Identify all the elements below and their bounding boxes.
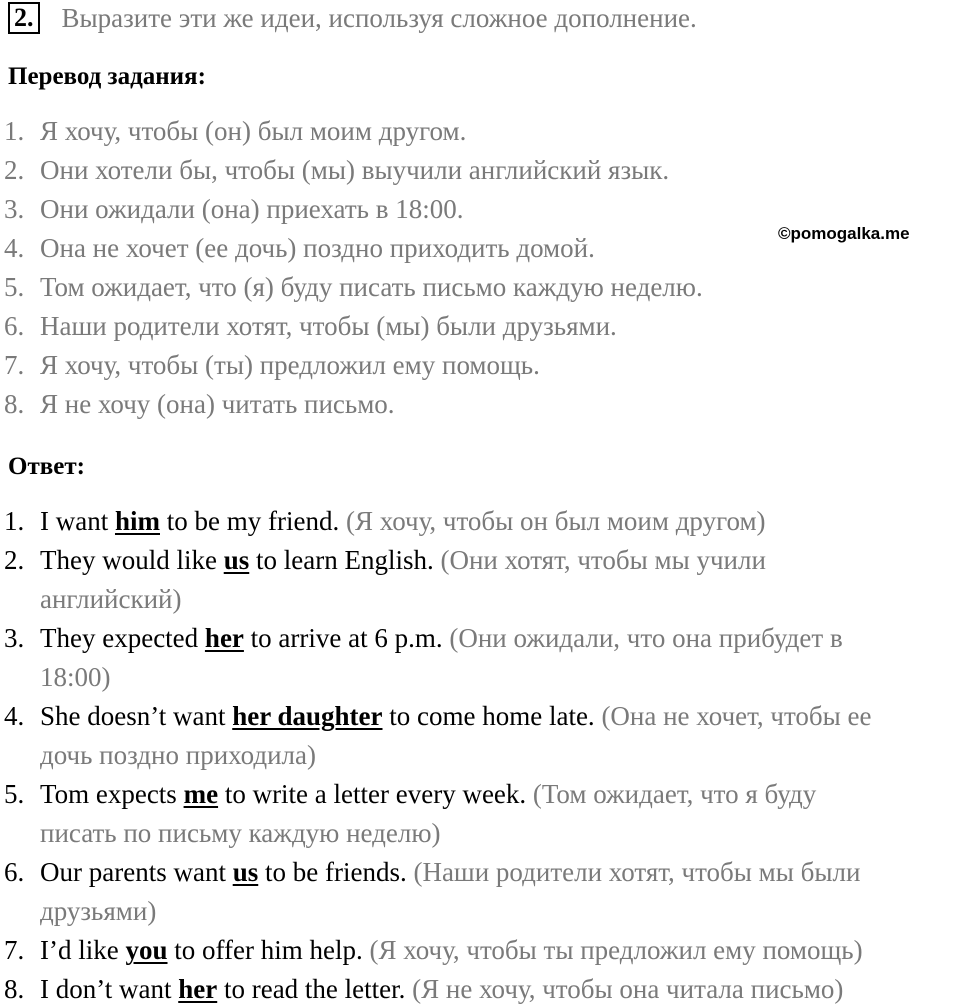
answer-highlight: us — [232, 857, 259, 887]
item-number: 3. — [4, 623, 25, 653]
item-text: Они хотели бы, чтобы (мы) выучили английский язык. — [40, 155, 670, 185]
answer-item — [4, 505, 766, 537]
answer-translation-cont: писать по письму каждую неделю) — [40, 818, 441, 848]
answer-translation: (Они хотят, чтобы мы учили — [433, 545, 766, 575]
answer-pre: I’d like — [40, 935, 126, 965]
answer-heading: Ответ: — [8, 453, 85, 480]
answer-highlight: her daughter — [232, 701, 383, 731]
answer-post: to be friends. — [258, 857, 407, 887]
task-number: 2. — [8, 2, 40, 34]
answer-translation: (Том ожидает, что я буду — [526, 779, 817, 809]
answer-pre: Tom expects — [40, 779, 184, 809]
translation-heading: Перевод задания: — [8, 63, 206, 90]
watermark: ©pomogalka.me — [778, 224, 910, 243]
item-text: Наши родители хотят, чтобы (мы) были друзьями. — [40, 311, 617, 341]
answer-highlight: her — [204, 623, 244, 653]
answer-highlight: her — [178, 974, 218, 1004]
task-instruction: Выразите эти же идеи, используя сложное дополнение. — [61, 3, 697, 33]
translation-item — [4, 115, 466, 147]
answer-translation: (Наши родители хотят, чтобы мы были — [406, 857, 861, 887]
answer-item — [4, 622, 843, 654]
answer-translation: (Я не хочу, чтобы она читала письмо) — [405, 974, 844, 1004]
item-number: 2. — [4, 545, 25, 575]
answer-highlight: him — [114, 506, 160, 536]
item-number: 3. — [4, 194, 25, 224]
answer-highlight: me — [183, 779, 219, 809]
translation-item — [4, 271, 703, 303]
task-header — [8, 2, 697, 38]
answer-post: to write a letter every week. — [218, 779, 527, 809]
item-text: Я не хочу (она) читать письмо. — [40, 389, 395, 419]
item-number: 2. — [4, 155, 25, 185]
translation-item — [4, 349, 540, 381]
answer-pre: I don’t want — [40, 974, 179, 1004]
answer-item — [4, 856, 860, 888]
item-number: 8. — [4, 389, 25, 419]
item-text: Я хочу, чтобы (ты) предложил ему помощь. — [40, 350, 540, 380]
translation-item — [4, 388, 395, 420]
answer-translation: (Она не хочет, чтобы ее — [594, 701, 872, 731]
answer-post: to be my friend. — [160, 506, 340, 536]
answer-translation: (Они ожидали, что она прибудет в — [442, 623, 843, 653]
answer-pre: Our parents want — [40, 857, 233, 887]
item-number: 7. — [4, 350, 25, 380]
item-number: 5. — [4, 779, 25, 809]
answer-translation: (Я хочу, чтобы он был моим другом) — [339, 506, 766, 536]
answer-item — [4, 700, 872, 732]
answer-post: to read the letter. — [217, 974, 406, 1004]
answer-highlight: us — [223, 545, 250, 575]
item-text: Я хочу, чтобы (он) был моим другом. — [40, 116, 467, 146]
answer-pre: She doesn’t want — [40, 701, 233, 731]
answer-translation-cont: друзьями) — [40, 896, 157, 926]
item-text: Они ожидали (она) приехать в 18:00. — [40, 194, 464, 224]
answer-pre: They would like — [40, 545, 224, 575]
answer-post: to come home late. — [382, 701, 595, 731]
item-text: Она не хочет (ее дочь) поздно приходить домой. — [40, 233, 595, 263]
item-number: 7. — [4, 935, 25, 965]
answer-post: to offer him help. — [167, 935, 363, 965]
answer-translation-cont: 18:00) — [40, 662, 111, 692]
answer-item — [4, 544, 766, 576]
answer-translation-cont: дочь поздно приходила) — [40, 740, 316, 770]
answer-highlight: you — [125, 935, 168, 965]
item-number: 1. — [4, 116, 25, 146]
item-text: Том ожидает, что (я) буду писать письмо каждую неделю. — [40, 272, 703, 302]
item-number: 6. — [4, 311, 25, 341]
answer-item — [4, 973, 843, 1005]
item-number: 5. — [4, 272, 25, 302]
translation-item — [4, 154, 669, 186]
answer-pre: I want — [40, 506, 115, 536]
item-number: 4. — [4, 701, 25, 731]
item-number: 8. — [4, 974, 25, 1004]
answer-translation-cont: английский) — [40, 584, 182, 614]
item-number: 1. — [4, 506, 25, 536]
translation-item — [4, 310, 617, 342]
answer-pre: They expected — [40, 623, 205, 653]
answer-post: to learn English. — [249, 545, 434, 575]
translation-item — [4, 232, 595, 264]
answer-translation: (Я хочу, чтобы ты предложил ему помощь) — [362, 935, 863, 965]
answer-post: to arrive at 6 p.m. — [243, 623, 443, 653]
item-number: 4. — [4, 233, 25, 263]
item-number: 6. — [4, 857, 25, 887]
answer-item — [4, 778, 816, 810]
answer-item — [4, 934, 863, 966]
translation-item — [4, 193, 463, 225]
